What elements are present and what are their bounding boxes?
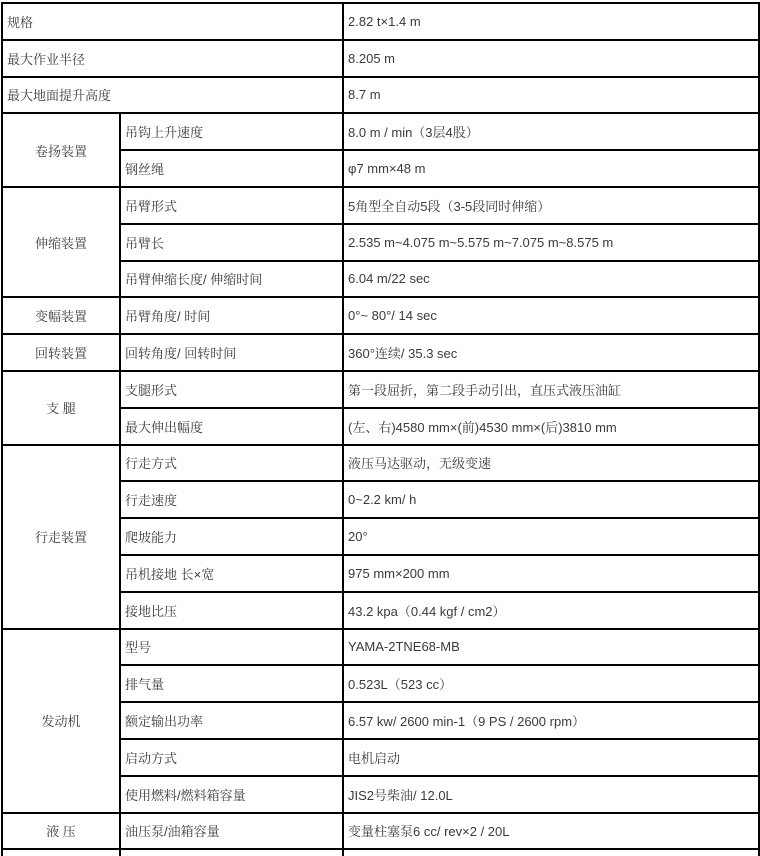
spec-label: 规格 xyxy=(2,3,343,40)
table-row xyxy=(2,113,759,150)
spec-label: 爬坡能力 xyxy=(120,518,343,555)
spec-value: 0°~ 80°/ 14 sec xyxy=(343,297,759,334)
spec-label: 吊钩上升速度 xyxy=(120,113,343,150)
table-row xyxy=(2,334,759,371)
category-cell: 回转装置 xyxy=(2,334,120,371)
spec-value: JIS2号柴油/ 12.0L xyxy=(343,776,759,813)
spec-value: 2.82 t×1.4 m xyxy=(343,3,759,40)
spec-label: 吊臂形式 xyxy=(120,187,343,224)
spec-label: 支腿形式 xyxy=(120,371,343,408)
table-row xyxy=(2,629,759,666)
category-cell xyxy=(2,849,120,856)
spec-value: 6.04 m/22 sec xyxy=(343,261,759,298)
table-row xyxy=(2,3,759,40)
spec-value: 5角型全自动5段（3-5段同时伸缩） xyxy=(343,187,759,224)
spec-value: 0.523L（523 cc） xyxy=(343,665,759,702)
table-row xyxy=(2,187,759,224)
spec-label: 吊臂长 xyxy=(120,224,343,261)
table-row xyxy=(2,77,759,114)
spec-label: 行走方式 xyxy=(120,445,343,482)
spec-value xyxy=(343,849,759,856)
spec-label: 最大伸出幅度 xyxy=(120,408,343,445)
spec-label: 行走速度 xyxy=(120,481,343,518)
category-cell: 卷扬装置 xyxy=(2,113,120,187)
category-cell: 液 压 xyxy=(2,813,120,850)
spec-label: 最大地面提升高度 xyxy=(2,77,343,114)
spec-table xyxy=(1,2,760,856)
spec-label: 吊臂角度/ 时间 xyxy=(120,297,343,334)
spec-label: 使用燃料/燃料箱容量 xyxy=(120,776,343,813)
table-row xyxy=(2,445,759,482)
spec-value: 2.535 m~4.075 m~5.575 m~7.075 m~8.575 m xyxy=(343,224,759,261)
table-row xyxy=(2,40,759,77)
spec-label: 启动方式 xyxy=(120,739,343,776)
spec-value: 6.57 kw/ 2600 min-1（9 PS / 2600 rpm） xyxy=(343,702,759,739)
spec-value: 975 mm×200 mm xyxy=(343,555,759,592)
spec-label: 吊臂伸缩长度/ 伸缩时间 xyxy=(120,261,343,298)
spec-label: 吊机接地 长×宽 xyxy=(120,555,343,592)
spec-label: 排气量 xyxy=(120,665,343,702)
spec-value: 43.2 kpa（0.44 kgf / cm2） xyxy=(343,592,759,629)
spec-value: 0~2.2 km/ h xyxy=(343,481,759,518)
spec-label: 最大作业半径 xyxy=(2,40,343,77)
category-cell: 发动机 xyxy=(2,629,120,813)
spec-label: 型号 xyxy=(120,629,343,666)
category-cell: 行走装置 xyxy=(2,445,120,629)
spec-value: 8.0 m / min（3层4股） xyxy=(343,113,759,150)
spec-value: 20° xyxy=(343,518,759,555)
spec-label: 额定输出功率 xyxy=(120,702,343,739)
spec-value: YAMA-2TNE68-MB xyxy=(343,629,759,666)
table-row xyxy=(2,297,759,334)
spec-value: 变量柱塞泵6 cc/ rev×2 / 20L xyxy=(343,813,759,850)
category-cell: 支 腿 xyxy=(2,371,120,445)
spec-value: (左、右)4580 mm×(前)4530 mm×(后)3810 mm xyxy=(343,408,759,445)
spec-value: 电机启动 xyxy=(343,739,759,776)
spec-value: 第一段屈折，第二段手动引出，直压式液压油缸 xyxy=(343,371,759,408)
category-cell: 变幅装置 xyxy=(2,297,120,334)
spec-value: 液压马达驱动，无级变速 xyxy=(343,445,759,482)
table-row-partial xyxy=(2,849,759,856)
table-row xyxy=(2,371,759,408)
spec-label: 接地比压 xyxy=(120,592,343,629)
spec-label: 油压泵/油箱容量 xyxy=(120,813,343,850)
spec-label xyxy=(120,849,343,856)
spec-label: 回转角度/ 回转时间 xyxy=(120,334,343,371)
spec-value: 360°连续/ 35.3 sec xyxy=(343,334,759,371)
spec-label: 钢丝绳 xyxy=(120,150,343,187)
spec-value: 8.7 m xyxy=(343,77,759,114)
table-row xyxy=(2,813,759,850)
category-cell: 伸缩装置 xyxy=(2,187,120,297)
spec-value: 8.205 m xyxy=(343,40,759,77)
spec-value: φ7 mm×48 m xyxy=(343,150,759,187)
